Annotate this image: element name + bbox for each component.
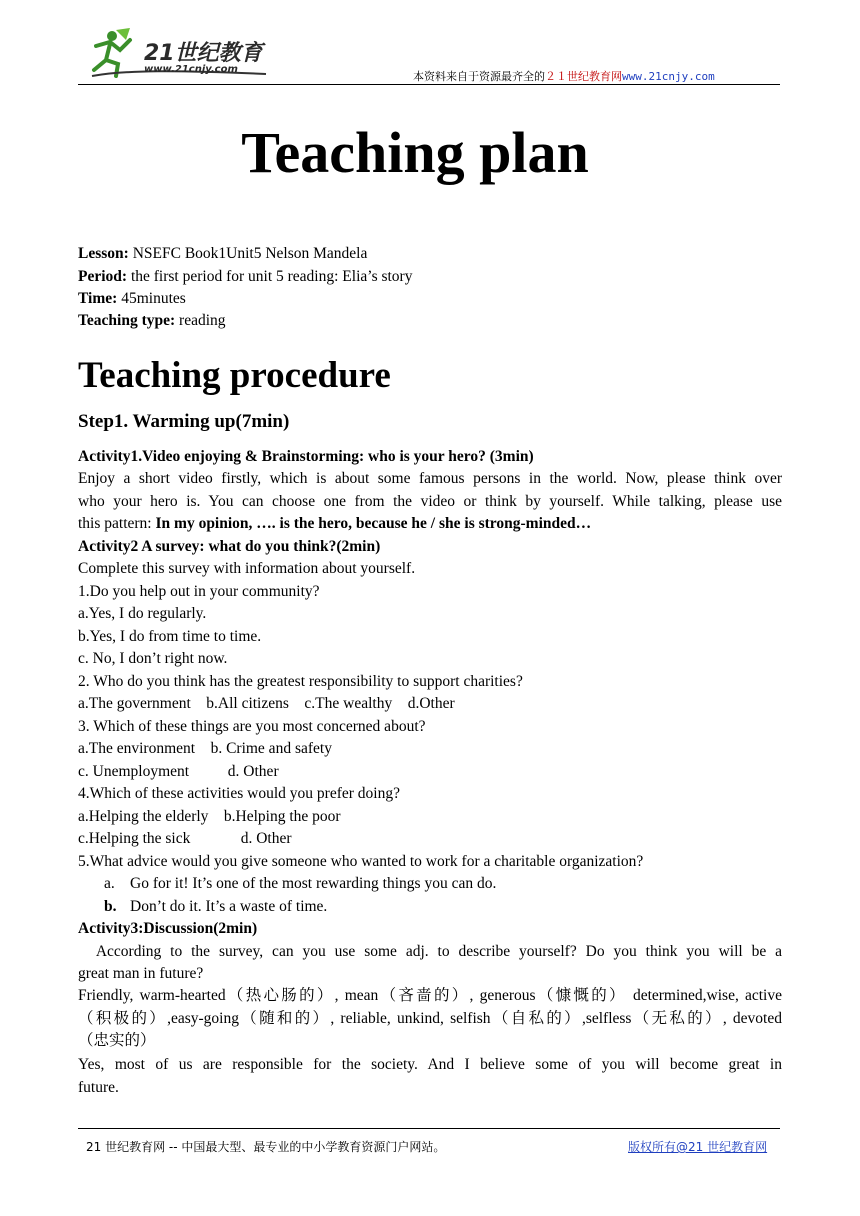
teaching-type-value: reading — [175, 312, 226, 329]
activity1-pattern-line — [78, 513, 591, 535]
step-heading: Step1. Warming up(7min) — [78, 411, 290, 432]
adjective-list-line: （积极的）,easy-going（随和的）, reliable, unkind, selfish（自私的）,selfless（无私的）, devoted — [78, 1010, 782, 1027]
time-value: 45minutes — [117, 290, 186, 307]
survey-line: 1.Do you help out in your community? — [78, 583, 320, 600]
source-site-name[interactable]: ２１世纪教育网 — [545, 70, 622, 83]
activity2-heading: Activity2 A survey: what do you think?(2min) — [78, 538, 381, 555]
option-marker: b. — [104, 898, 117, 915]
survey-line: b.Yes, I do from time to time. — [78, 628, 262, 645]
footer-copyright-link[interactable]: 版权所有@21 世纪教育网 — [628, 1140, 768, 1154]
activity1-text-line: who your hero is. You can choose one from the video or think by yourself. While talking, please use — [78, 493, 782, 510]
document-title: Teaching plan — [241, 120, 589, 185]
survey-line: 4.Which of these activities would you prefer doing? — [78, 785, 400, 802]
survey-line: c. Unemployment d. Other — [78, 763, 279, 780]
footer-tagline: 21 世纪教育网 -- 中国最大型、最专业的中小学教育资源门户网站。 — [86, 1140, 446, 1154]
q5-option — [104, 873, 496, 895]
survey-line: a.The environment b. Crime and safety — [78, 740, 332, 757]
logo-url-text: www.21cnjy.com — [144, 64, 238, 75]
adjective-list-line: （忠实的） — [78, 1032, 156, 1049]
adjective-list-line: Friendly, warm-hearted（热心肠的）, mean（吝啬的）, generous（慷慨的） determined,wise, active — [78, 987, 782, 1004]
activity1-heading: Activity1.Video enjoying & Brainstorming: who is your hero? (3min) — [78, 448, 534, 465]
header-divider — [78, 84, 780, 85]
period-value: the first period for unit 5 reading: Elia’s story — [127, 268, 413, 285]
option-marker: a. — [104, 875, 115, 892]
activity3-text-line: future. — [78, 1079, 119, 1096]
survey-line: 3. Which of these things are you most concerned about? — [78, 718, 426, 735]
logo-text: 21世纪教育 — [144, 41, 263, 66]
pattern-sentence: In my opinion, …. is the hero, because he / she is strong-minded… — [155, 515, 592, 532]
survey-line: a.The government b.All citizens c.The wealthy d.Other — [78, 695, 455, 712]
activity3-heading: Activity3:Discussion(2min) — [78, 920, 258, 937]
survey-line: a.Yes, I do regularly. — [78, 605, 207, 622]
lesson-info-lesson — [78, 243, 367, 265]
site-logo — [86, 26, 286, 82]
activity2-intro: Complete this survey with information about yourself. — [78, 560, 416, 577]
option-text: Go for it! It’s one of the most rewarding things you can do. — [130, 875, 497, 892]
survey-line: 5.What advice would you give someone who wanted to work for a charitable organization? — [78, 853, 644, 870]
section-heading: Teaching procedure — [78, 355, 391, 396]
lesson-label: Lesson: — [78, 245, 129, 262]
source-url-link[interactable]: www.21cnjy.com — [622, 70, 715, 83]
survey-line: c. No, I don’t right now. — [78, 650, 228, 667]
q5-option — [104, 896, 327, 918]
survey-line: c.Helping the sick d. Other — [78, 830, 292, 847]
survey-line: a.Helping the elderly b.Helping the poor — [78, 808, 341, 825]
teaching-type-label: Teaching type: — [78, 312, 176, 329]
footer-divider — [78, 1128, 780, 1129]
pattern-prefix: this pattern: — [78, 515, 156, 532]
lesson-info-type — [78, 310, 226, 332]
survey-line: 2. Who do you think has the greatest responsibility to support charities? — [78, 673, 523, 690]
period-label: Period: — [78, 268, 128, 285]
lesson-info-period — [78, 266, 412, 288]
time-label: Time: — [78, 290, 118, 307]
source-prefix: 本资料来自于资源最齐全的 — [413, 70, 545, 83]
lesson-value: NSEFC Book1Unit5 Nelson Mandela — [128, 245, 368, 262]
header-source-line — [413, 68, 715, 84]
activity3-text-line: According to the survey, can you use some adj. to describe yourself? Do you think you will be a — [78, 943, 783, 960]
activity3-text-line: great man in future? — [78, 965, 204, 982]
option-text: Don’t do it. It’s a waste of time. — [130, 898, 328, 915]
lesson-info-time — [78, 288, 186, 310]
activity3-text-line: Yes, most of us are responsible for the society. And I believe some of you will become great in — [78, 1056, 782, 1073]
activity1-text-line: Enjoy a short video firstly, which is about some famous persons in the world. Now, please think over — [78, 470, 782, 487]
